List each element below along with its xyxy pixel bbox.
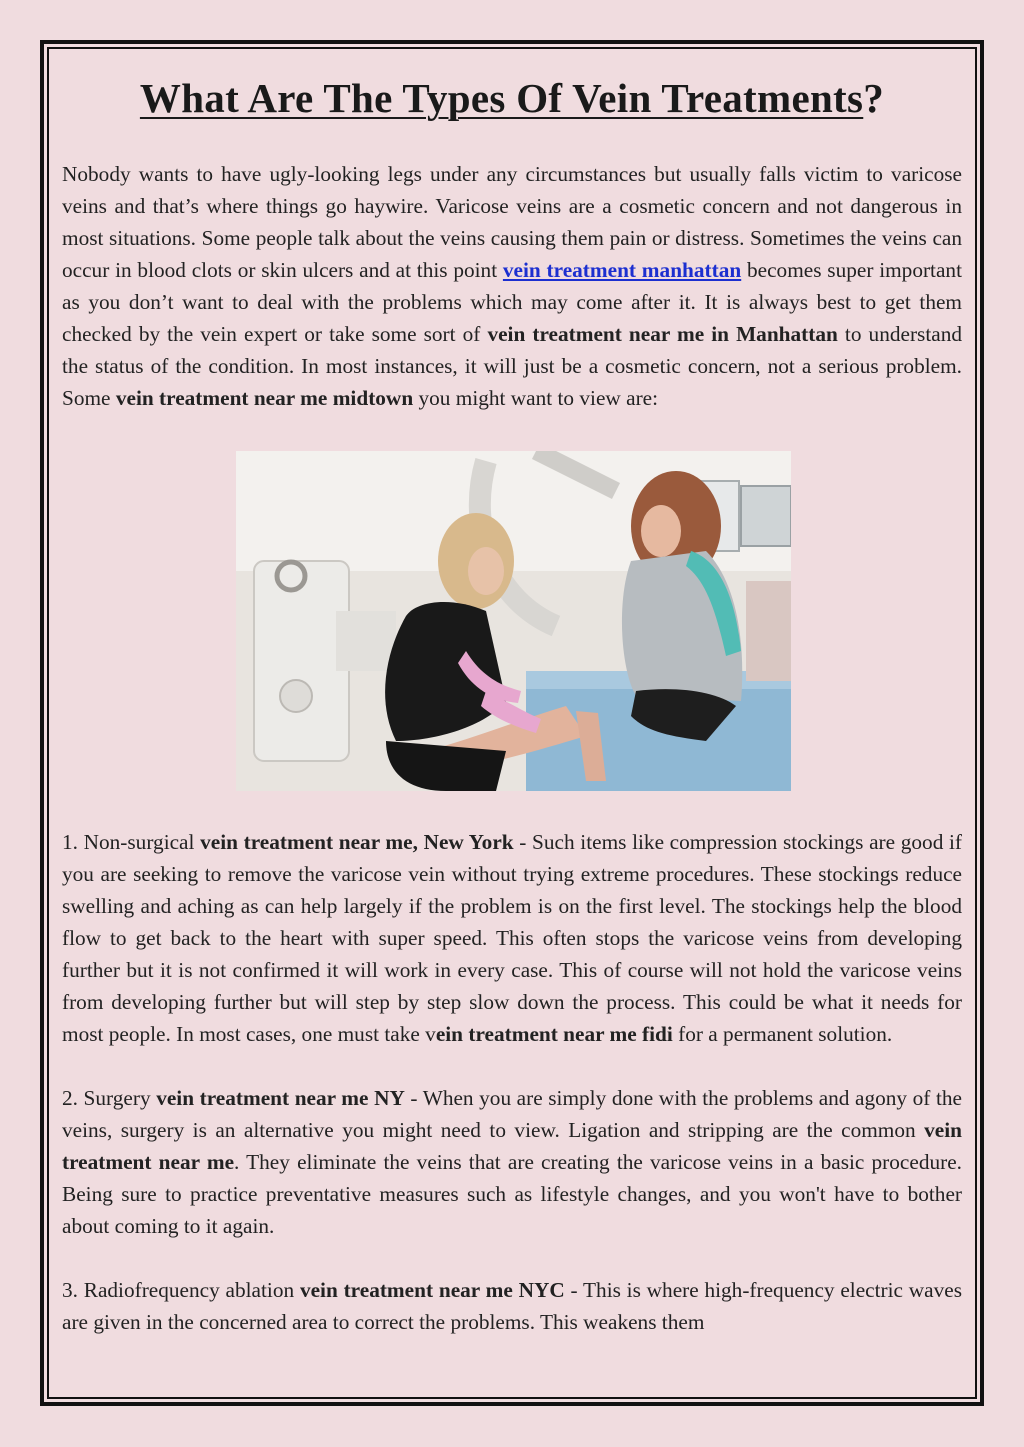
intro-text-2: becomes super important as you don’t want to deal with the problems which may come after it. It is always best to get them checked by the vein expert or take some sort of [62,258,962,346]
item3-bold-1: vein treatment near me NYC [299,1278,565,1302]
document-body [62,62,962,1392]
item2-text-2: - When you are simply done with the problems and agony of the veins, surgery is an alternative you might need to view. Ligation and stripping are the common [62,1086,962,1142]
medical-machine-shape [254,561,349,761]
item2-bold-2: vein treatment near me [62,1118,962,1174]
item3-text-1: 3. Radiofrequency ablation [62,1278,300,1302]
clinic-photo-illustration [236,451,791,791]
vein-treatment-manhattan-link[interactable]: vein treatment manhattan [502,258,742,282]
intro-text-3: to understand the status of the condition. In most instances, it will just be a cosmetic concern, not a serious problem. Some [62,322,962,410]
item2-text-1: 2. Surgery [62,1086,157,1110]
item1-text-1: 1. Non-surgical [62,830,201,854]
page-title [62,70,962,126]
clinic-photo [236,451,791,791]
page-title-mark: ? [863,75,885,121]
list-item-surgery [62,1082,962,1242]
intro-paragraph [62,158,962,414]
monitor-shape [741,486,791,546]
intro-text-4: you might want to view are: [413,386,659,410]
intro-bold-midtown: vein treatment near me midtown [115,386,414,410]
item1-bold-1: vein treatment near me, New York [200,830,514,854]
intro-text-1: Nobody wants to have ugly-looking legs under any circumstances but usually falls victim to varicose veins and that’s where things go haywire. Varicose veins are a cosmetic concern and not dangerous in most situations. Some people talk about the veins causing them pain or distress. Sometimes the veins can occur in blood clots or skin ulcers and at this point [62,162,962,282]
item2-text-3: . They eliminate the veins that are creating the varicose veins in a basic procedure. Being sure to practice preventative measures such as lifestyle changes, and you won't have to bother about coming to it again. [62,1150,962,1238]
item3-text-2: - This is where high-frequency electric waves are given in the concerned area to correct the problems. This weakens them [62,1278,962,1334]
page-title-text: What Are The Types Of Vein Treatments [139,75,864,121]
item1-bold-2: ein treatment near me fidi [435,1022,673,1046]
intro-bold-manhattan: vein treatment near me in Manhattan [487,322,838,346]
item1-text-2: - Such items like compression stockings are good if you are seeking to remove the varicose vein without trying extreme procedures. These stockings reduce swelling and aching as can help largely if the problem is on the first level. The stockings help the blood flow to get back to the heart with super speed. This often stops the varicose veins from developing further but it is not confirmed it will work in every case. This of course will not hold the varicose veins from developing further but will step by step slow down the process. This could be what it needs for most people. In most cases, one must take v [62,830,962,1046]
list-item-non-surgical [62,826,962,1050]
list-item-radiofrequency [62,1274,962,1338]
item1-text-3: for a permanent solution. [672,1022,893,1046]
item2-bold-1: vein treatment near me NY [156,1086,405,1110]
